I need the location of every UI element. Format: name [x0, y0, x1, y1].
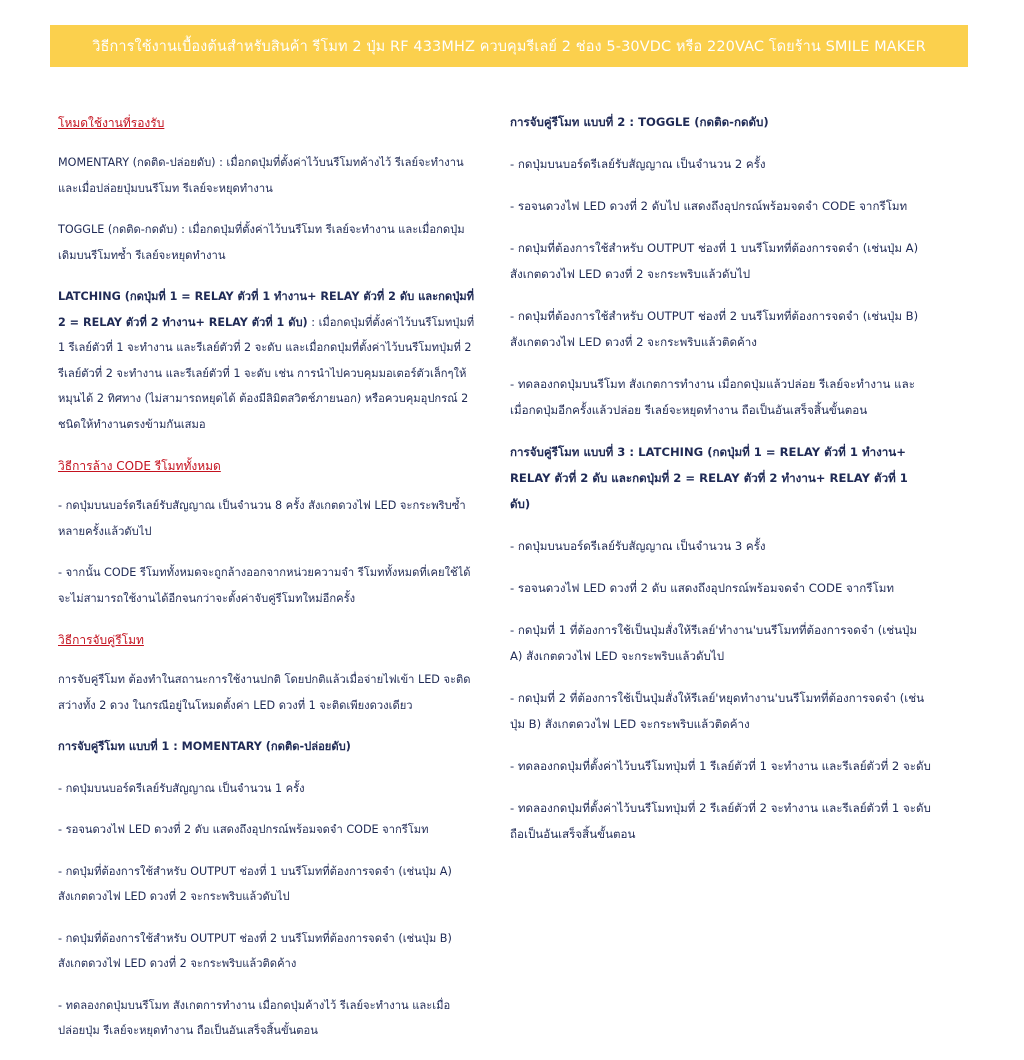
pairing-mode-1-step: - รอจนดวงไฟ LED ดวงที่ 2 ดับ แสดงถึงอุปกรณ์พร้อมจดจำ CODE จากรีโมท	[58, 823, 429, 836]
toggle-description	[58, 217, 476, 268]
momentary-description	[58, 150, 476, 201]
latching-text: : เมื่อกดปุ่มที่ตั้งค่าไว้บนรีโมทปุ่มที่ 1 รีเลย์ตัวที่ 1 จะทำงาน และรีเลย์ตัวที่ 2 จะดับ และเมื่อกดปุ่มที่ตั้งค่าไว้บนรีโมทปุ่มที่ 2 รีเลย์ตัวที่ 2 จะทำงาน และรีเลย์ตัวที่ 1 จะดับ เช่น การนำไปควบคุมมอเตอร์ตัวเล็กๆให้หมุนได้ 2 ทิศทาง (ไม่สามารถหยุดได้ ต้องมีลิมิตสวิตช์ภายนอก) หรือควบคุมอุปกรณ์ 2 ชนิดให้ทำงานตรงข้ามกันเสมอ	[58, 315, 475, 431]
pairing-mode-3-step: - รอจนดวงไฟ LED ดวงที่ 2 ดับ แสดงถึงอุปกรณ์พร้อมจดจำ CODE จากรีโมท	[510, 581, 895, 595]
clear-code-heading: วิธีการล้าง CODE รีโมททั้งหมด	[58, 459, 221, 473]
pairing-mode-2-step: - กดปุ่มบนบอร์ดรีเลย์รับสัญญาณ เป็นจำนวน 2 ครั้ง	[510, 157, 766, 171]
momentary-label: MOMENTARY (กดติด-ปล่อยดับ)	[58, 156, 216, 169]
pairing-mode-3-heading: การจับคู่รีโมท แบบที่ 3 : LATCHING (กดปุ่มที่ 1 = RELAY ตัวที่ 1 ทำงาน+ RELAY ตัวที่ 2 ดับ และกดปุ่มที่ 2 = RELAY ตัวที่ 2 ทำงาน+ RELAY ตัวที่ 1 ดับ)	[510, 445, 908, 511]
pairing-mode-3-step: - กดปุ่มที่ 2 ที่ต้องการใช้เป็นปุ่มสั่งให้รีเลย์'หยุดทำงาน'บนรีโมทที่ต้องการจดจำ (เช่นปุ่ม B) สังเกตดวงไฟ LED จะกระพริบแล้วติดค้าง	[510, 691, 925, 731]
pairing-mode-2-step: - ทดลองกดปุ่มบนรีโมท สังเกตการทำงาน เมื่อกดปุ่มแล้วปล่อย รีเลย์จะทำงาน และเมื่อกดปุ่มอีกครั้งแล้วปล่อย รีเลย์จะหยุดทำงาน ถือเป็นอันเสร็จสิ้นขั้นตอน	[510, 377, 915, 417]
momentary-text: : เมื่อกดปุ่มที่ตั้งค่าไว้บนรีโมทค้างไว้ รีเลย์จะทำงาน และเมื่อปล่อยปุ่มบนรีโมท รีเลย์จะหยุดทำงาน	[58, 156, 464, 195]
pairing-mode-2-step: - รอจนดวงไฟ LED ดวงที่ 2 ดับไป แสดงถึงอุปกรณ์พร้อมจดจำ CODE จากรีโมท	[510, 199, 908, 213]
latching-label: LATCHING (กดปุ่มที่ 1 = RELAY ตัวที่ 1 ทำงาน+ RELAY ตัวที่ 2 ดับ และกดปุ่มที่ 2 = RELAY ตัวที่ 2 ทำงาน+ RELAY ตัวที่ 1 ดับ)	[58, 290, 475, 329]
toggle-text: : เมื่อกดปุ่มที่ตั้งค่าไว้บนรีโมท รีเลย์จะทำงาน และเมื่อกดปุ่มเดิมบนรีโมทซ้ำ รีเลย์จะหยุดทำงาน	[58, 223, 465, 262]
toggle-label: TOGGLE (กดติด-กดดับ)	[58, 223, 178, 236]
pairing-mode-2-heading: การจับคู่รีโมท แบบที่ 2 : TOGGLE (กดติด-กดดับ)	[510, 115, 769, 129]
modes-heading: โหมดใช้งานที่รองรับ	[58, 116, 165, 130]
pairing-mode-1-step: - กดปุ่มที่ต้องการใช้สำหรับ OUTPUT ช่องที่ 2 บนรีโมทที่ต้องการจดจำ (เช่นปุ่ม B) สังเกตดวงไฟ LED ดวงที่ 2 จะกระพริบแล้วติดค้าง	[58, 931, 452, 970]
right-column	[510, 109, 932, 863]
left-column	[58, 110, 476, 1060]
title-banner	[50, 25, 968, 67]
pairing-mode-1-heading: การจับคู่รีโมท แบบที่ 1 : MOMENTARY (กดติด-ปล่อยดับ)	[58, 740, 351, 753]
clear-step-2: - จากนั้น CODE รีโมททั้งหมดจะถูกล้างออกจากหน่วยความจำ รีโมททั้งหมดที่เคยใช้ได้จะไม่สามารถใช้งานได้อีกจนกว่าจะตั้งค่าจับคู่รีโมทใหม่อีกครั้ง	[58, 566, 471, 605]
pairing-mode-1-step: - ทดลองกดปุ่มบนรีโมท สังเกตการทำงาน เมื่อกดปุ่มค้างไว้ รีเลย์จะทำงาน และเมื่อปล่อยปุ่ม รีเลย์จะหยุดทำงาน ถือเป็นอันเสร็จสิ้นขั้นตอน	[58, 998, 451, 1037]
pairing-mode-3-step: - ทดลองกดปุ่มที่ตั้งค่าไว้บนรีโมทปุ่มที่ 2 รีเลย์ตัวที่ 2 จะทำงาน และรีเลย์ตัวที่ 1 จะดับ ถือเป็นอันเสร็จสิ้นขั้นตอน	[510, 801, 931, 841]
pairing-mode-2-step: - กดปุ่มที่ต้องการใช้สำหรับ OUTPUT ช่องที่ 2 บนรีโมทที่ต้องการจดจำ (เช่นปุ่ม B) สังเกตดวงไฟ LED ดวงที่ 2 จะกระพริบแล้วติดค้าง	[510, 309, 919, 349]
pairing-intro: การจับคู่รีโมท ต้องทำในสถานะการใช้งานปกติ โดยปกติแล้วเมื่อจ่ายไฟเข้า LED จะติดสว่างทั้ง 2 ดวง ในกรณีอยู่ในโหมดตั้งค่า LED ดวงที่ 1 จะติดเพียงดวงเดียว	[58, 673, 471, 712]
pairing-mode-1-step: - กดปุ่มที่ต้องการใช้สำหรับ OUTPUT ช่องที่ 1 บนรีโมทที่ต้องการจดจำ (เช่นปุ่ม A) สังเกตดวงไฟ LED ดวงที่ 2 จะกระพริบแล้วดับไป	[58, 864, 452, 903]
page-title: วิธีการใช้งานเบื้องต้นสำหรับสินค้า รีโมท 2 ปุ่ม RF 433MHZ ควบคุมรีเลย์ 2 ช่อง 5-30VDC หรือ 220VAC โดยร้าน SMILE MAKER	[92, 38, 926, 55]
pairing-mode-3-step: - กดปุ่มที่ 1 ที่ต้องการใช้เป็นปุ่มสั่งให้รีเลย์'ทำงาน'บนรีโมทที่ต้องการจดจำ (เช่นปุ่ม A) สังเกตดวงไฟ LED จะกระพริบแล้วดับไป	[510, 623, 918, 663]
pairing-mode-3-step: - กดปุ่มบนบอร์ดรีเลย์รับสัญญาณ เป็นจำนวน 3 ครั้ง	[510, 539, 766, 553]
clear-step-1: - กดปุ่มบนบอร์ดรีเลย์รับสัญญาณ เป็นจำนวน 8 ครั้ง สังเกตดวงไฟ LED จะกระพริบซ้ำหลายครั้งแล้วดับไป	[58, 499, 466, 538]
pairing-mode-3-step: - ทดลองกดปุ่มที่ตั้งค่าไว้บนรีโมทปุ่มที่ 1 รีเลย์ตัวที่ 1 จะทำงาน และรีเลย์ตัวที่ 2 จะดับ	[510, 759, 931, 773]
pairing-mode-2-step: - กดปุ่มที่ต้องการใช้สำหรับ OUTPUT ช่องที่ 1 บนรีโมทที่ต้องการจดจำ (เช่นปุ่ม A) สังเกตดวงไฟ LED ดวงที่ 2 จะกระพริบแล้วดับไป	[510, 241, 919, 281]
latching-description	[58, 284, 476, 437]
pairing-mode-1-step: - กดปุ่มบนบอร์ดรีเลย์รับสัญญาณ เป็นจำนวน 1 ครั้ง	[58, 781, 305, 795]
pairing-heading: วิธีการจับคู่รีโมท	[58, 633, 144, 647]
